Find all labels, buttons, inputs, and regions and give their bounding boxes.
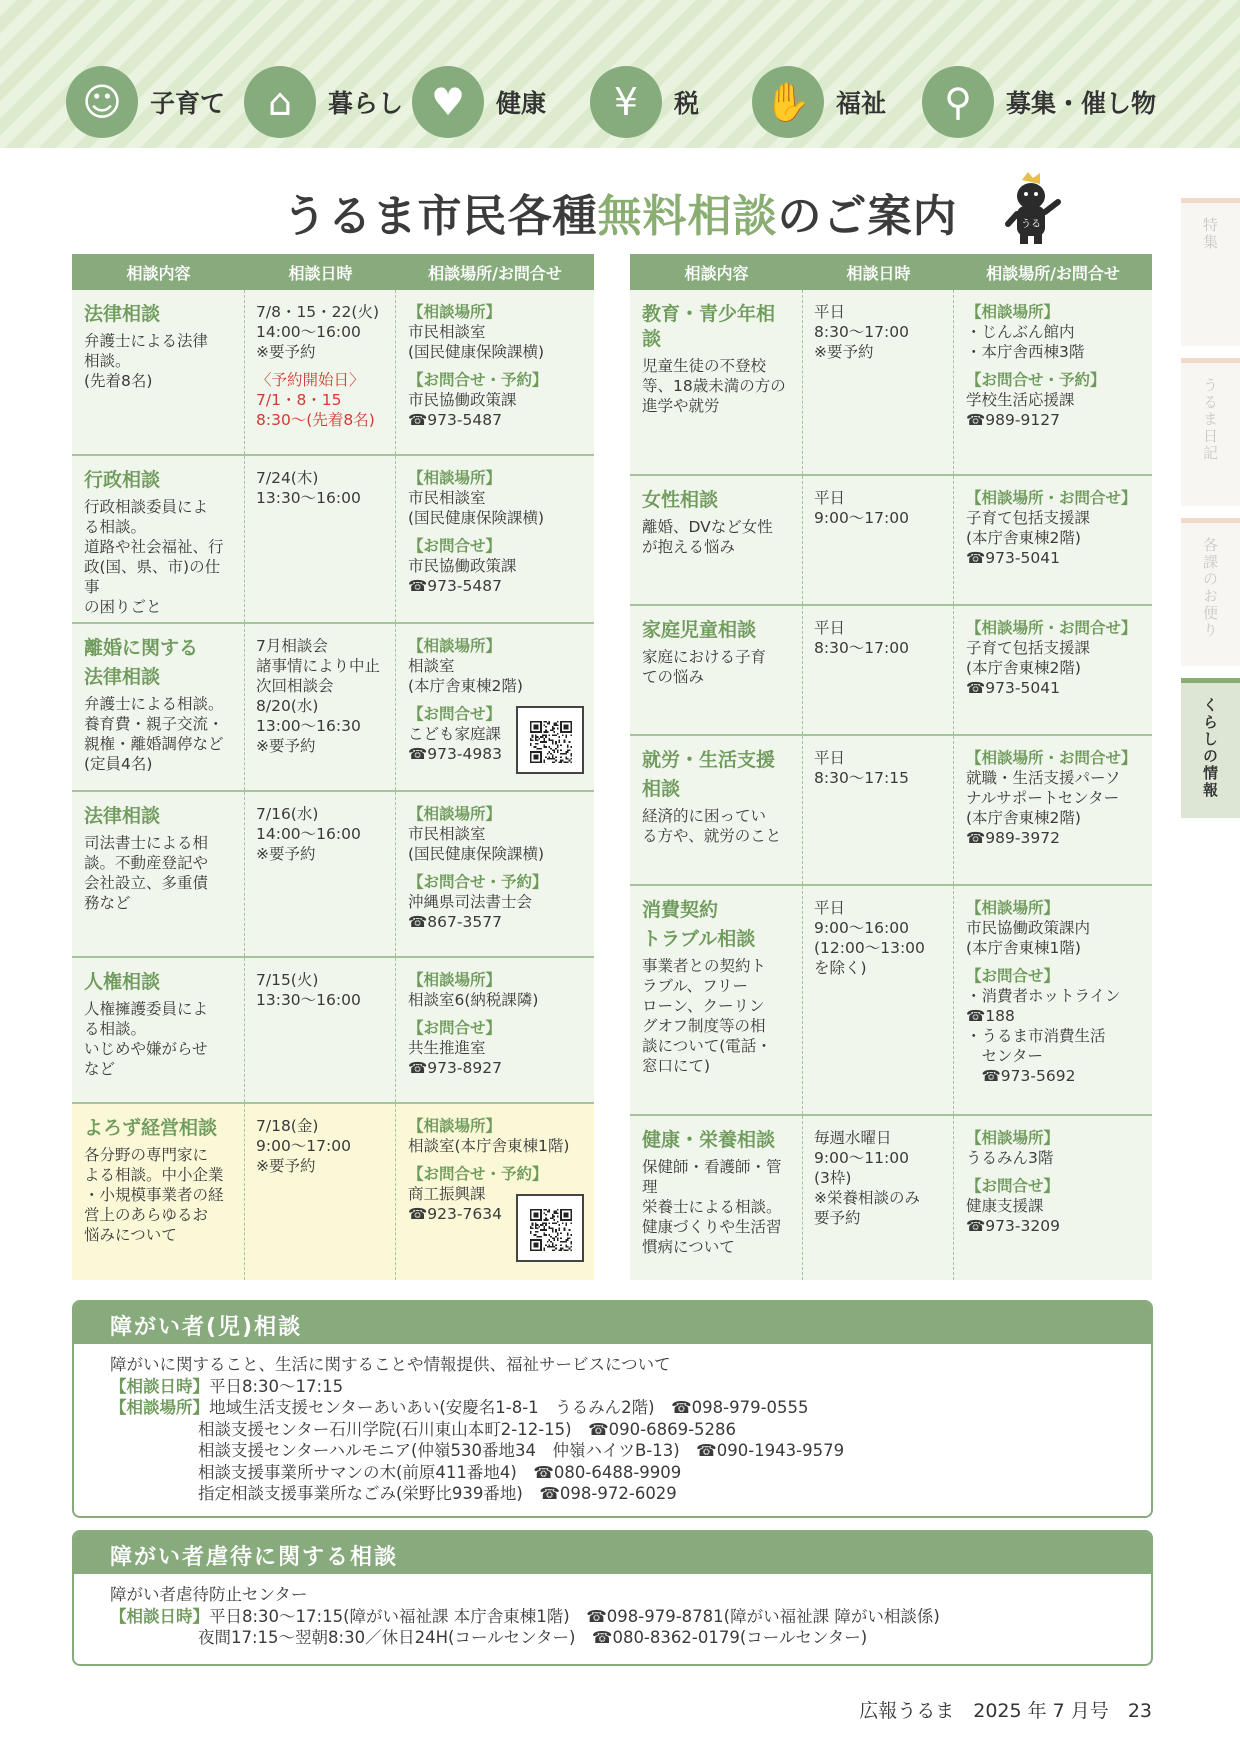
consult-desc: る相談。 xyxy=(84,1020,147,1038)
time-line: 平日 xyxy=(814,619,846,637)
consult-desc: る方や、就労のこと xyxy=(642,827,782,845)
table-header-cell: 相談場所/お問合せ xyxy=(428,263,562,283)
time-line: 諸事情により中止 xyxy=(256,657,381,675)
time-line: 毎週水曜日 xyxy=(814,1129,892,1147)
info-line: ☎973-5692 xyxy=(966,1067,1076,1085)
nav-label: 健康 xyxy=(496,89,547,118)
consult-desc: 家庭における子育 xyxy=(642,648,767,666)
info-line: ☎188 xyxy=(966,1007,1015,1025)
consult-desc: 進学や就労 xyxy=(642,397,720,415)
spacer xyxy=(408,696,584,704)
consult-desc: 等、18歳未満の方の xyxy=(642,377,786,395)
info-tag: 【相談場所・お問合せ】 xyxy=(966,489,1137,507)
info-line: 相談室 xyxy=(408,657,455,675)
time-line: 9:00〜17:00 xyxy=(814,509,909,527)
handshake-icon: ✋ xyxy=(752,66,824,138)
info-line: ☎989-9127 xyxy=(966,411,1060,429)
disability-place-row xyxy=(110,1419,1117,1441)
consult-desc: 営上のあらゆるお xyxy=(84,1206,209,1224)
table-row xyxy=(72,792,594,958)
info-line: 相談室(本庁舎東棟1階) xyxy=(408,1137,570,1155)
info-line: ・消費者ホットライン xyxy=(966,987,1121,1005)
info-tag: 【お問合せ】 xyxy=(966,1177,1060,1195)
time-line: 9:00〜17:00 xyxy=(256,1137,351,1155)
info-tag: 【相談場所】 xyxy=(408,971,502,989)
time-line: 9:00〜11:00 xyxy=(814,1149,909,1167)
side-tab-label: くらしの情報 xyxy=(1201,697,1219,799)
consult-content xyxy=(72,290,245,454)
info-tag: 【お問合せ・予約】 xyxy=(408,873,548,891)
consult-name: 教育・青少年相談 xyxy=(642,303,776,350)
info-tag: 【相談場所】 xyxy=(966,303,1060,321)
info-line: センター xyxy=(966,1047,1043,1065)
spacer xyxy=(966,958,1142,966)
info-line: (本庁舎東棟1階) xyxy=(966,939,1081,957)
consult-place xyxy=(396,1104,594,1280)
disability-intro: 障がいに関すること、生活に関することや情報提供、福祉サービスについて xyxy=(110,1355,671,1374)
consult-desc: 弁護士による法律 xyxy=(84,332,209,350)
spacer xyxy=(408,362,584,370)
table-row xyxy=(72,290,594,456)
consult-time xyxy=(803,606,954,734)
side-tab-label: 各課のお便り xyxy=(1201,537,1219,639)
time-line: ※栄養相談のみ xyxy=(814,1189,920,1207)
disability-place: 相談支援センター石川学院(石川東山本町2-12-15) ☎090-6869-5286 xyxy=(198,1419,737,1439)
info-line: 商工振興課 xyxy=(408,1185,486,1203)
consult-name: 消費契約 xyxy=(642,899,719,921)
table-row xyxy=(72,456,594,624)
consult-desc: 談。不動産登記や xyxy=(84,854,209,872)
spacer xyxy=(408,1010,584,1018)
table-header-cell: 相談日時 xyxy=(846,263,911,283)
consult-time xyxy=(803,886,954,1114)
info-line: 健康支援課 xyxy=(966,1197,1044,1215)
info-tag: 【お問合せ・予約】 xyxy=(966,371,1106,389)
consult-place xyxy=(954,886,1152,1114)
consult-desc: 各分野の専門家に xyxy=(84,1146,209,1164)
consult-name: 家庭児童相談 xyxy=(642,619,757,641)
time-line: (3枠) xyxy=(814,1169,852,1187)
info-tag: 【相談場所・お問合せ】 xyxy=(966,749,1137,767)
consult-name: 行政相談 xyxy=(84,469,161,491)
consult-desc: よる相談。中小企業 xyxy=(84,1166,224,1184)
time-line: ※要予約 xyxy=(814,343,874,361)
table-row xyxy=(630,290,1152,476)
table-header-cell: 相談内容 xyxy=(684,263,749,283)
info-line: ☎973-5041 xyxy=(966,679,1060,697)
consult-desc: いじめや嫌がらせ xyxy=(84,1040,208,1058)
consult-desc: 保健師・看護師・管理 xyxy=(642,1158,782,1196)
time-line: 14:00〜16:00 xyxy=(256,323,361,341)
disability-place-row xyxy=(110,1397,1117,1419)
table-header-cell: 相談日時 xyxy=(288,263,353,283)
page-footer: 広報うるま 2025 年 7 月号 23 xyxy=(859,1700,1152,1722)
consult-desc: 司法書士による相 xyxy=(84,834,209,852)
info-line: 共生推進室 xyxy=(408,1039,486,1057)
time-line: を除く) xyxy=(814,959,867,977)
consult-content xyxy=(630,606,803,734)
consult-desc: グオフ制度等の相 xyxy=(642,1017,766,1035)
heart-icon: ♥ xyxy=(412,66,484,138)
abuse-line: 夜間17:15〜翌朝8:30／休日24H(コールセンター) ☎080-8362-0179(コールセンター) xyxy=(198,1628,868,1647)
info-line: ☎973-4983 xyxy=(408,745,502,763)
info-line: 相談室6(納税課隣) xyxy=(408,991,539,1009)
info-line: 市民相談室 xyxy=(408,489,486,507)
consult-place xyxy=(396,456,594,622)
time-line: 7月相談会 xyxy=(256,637,328,655)
consult-name: 女性相談 xyxy=(642,489,719,511)
info-line: (国民健康保険課横) xyxy=(408,343,545,361)
disability-place: 地域生活支援センターあいあい(安慶名1-8-1 うるみん2階) ☎098-979-0555 xyxy=(209,1398,809,1417)
consult-desc: (先着8名) xyxy=(84,372,153,390)
consult-place xyxy=(954,736,1152,884)
time-line: 7/15(火) xyxy=(256,971,319,989)
time-line: 7/18(金) xyxy=(256,1117,319,1135)
disability-title: 障がい者(児)相談 xyxy=(74,1302,1151,1344)
info-line: (本庁舎東棟2階) xyxy=(966,529,1081,547)
disability-place: 指定相談支援事業所なごみ(栄野比939番地) ☎098-972-6029 xyxy=(198,1484,677,1503)
disability-place: 相談支援センターハルモニア(仲嶺530番地34 仲嶺ハイツB-13) ☎090-1943-9579 xyxy=(198,1441,845,1460)
info-line: ☎973-5487 xyxy=(408,411,502,429)
consult-content xyxy=(630,736,803,884)
info-tag: 【お問合せ】 xyxy=(408,1019,502,1037)
consult-content xyxy=(72,958,245,1102)
consult-place xyxy=(396,792,594,956)
mascot-icon xyxy=(1000,172,1062,244)
consult-content xyxy=(630,1116,803,1280)
info-tag: 【相談場所】 xyxy=(408,805,502,823)
time-line: 14:00〜16:00 xyxy=(256,825,361,843)
info-line: こども家庭課 xyxy=(408,725,502,743)
disability-date: 平日8:30〜17:15 xyxy=(209,1376,344,1396)
consult-desc: 相談。 xyxy=(84,352,131,370)
consult-desc: 悩みについて xyxy=(84,1226,177,1244)
consult-name: 健康・栄養相談 xyxy=(642,1129,776,1151)
table-row xyxy=(72,958,594,1104)
consult-content xyxy=(72,792,245,956)
nav-heart[interactable] xyxy=(412,66,546,138)
consult-desc: が抱える悩み xyxy=(642,538,736,556)
info-line: (国民健康保険課横) xyxy=(408,845,545,863)
table-header xyxy=(630,254,1152,290)
nav-label: 暮らし xyxy=(328,89,404,118)
info-line: ・うるま市消費生活 xyxy=(966,1027,1106,1045)
info-tag: 【お問合せ】 xyxy=(966,967,1060,985)
spacer xyxy=(256,362,385,370)
info-line: ☎973-3209 xyxy=(966,1217,1060,1235)
consult-name: トラブル相談 xyxy=(642,928,756,950)
consult-name: 就労・生活支援 xyxy=(642,749,776,771)
reservation-line: 7/1・8・15 xyxy=(256,391,342,409)
time-line: 8/20(水) xyxy=(256,697,319,715)
consult-time xyxy=(245,1104,396,1280)
table-header xyxy=(72,254,594,290)
side-tab[interactable] xyxy=(1181,678,1240,818)
consult-name: 相談 xyxy=(642,778,681,800)
side-tabs xyxy=(1181,198,1240,830)
nav-label: 福祉 xyxy=(836,89,887,118)
side-tab-label: 特集 xyxy=(1201,217,1219,251)
consult-desc: 弁護士による相談。 xyxy=(84,695,224,713)
table-header-cell: 相談場所/お問合せ xyxy=(986,263,1120,283)
disability-place-label: 【相談場所】 xyxy=(110,1398,209,1417)
spacer xyxy=(966,362,1142,370)
consult-desc: ローン、クーリン xyxy=(642,997,765,1015)
time-line: ※要予約 xyxy=(256,343,316,361)
consult-name: 法律相談 xyxy=(84,666,161,688)
consult-time xyxy=(803,1116,954,1280)
time-line: 7/16(水) xyxy=(256,805,319,823)
abuse-title: 障がい者虐待に関する相談 xyxy=(74,1532,1151,1574)
side-tab[interactable] xyxy=(1181,198,1240,346)
calculator-icon: ¥ xyxy=(590,66,662,138)
nav-magnifier-person[interactable] xyxy=(922,66,1156,138)
info-line: (本庁舎東棟2階) xyxy=(966,809,1081,827)
disability-place-row xyxy=(110,1462,1117,1484)
consult-name: 法律相談 xyxy=(84,303,161,325)
info-tag: 【相談場所】 xyxy=(966,1129,1060,1147)
house-icon: ⌂ xyxy=(244,66,316,138)
consult-desc: 行政相談委員によ xyxy=(84,498,209,516)
table-row xyxy=(630,736,1152,886)
info-line: 就職・生活支援パーソ xyxy=(966,769,1121,787)
consult-place xyxy=(954,476,1152,604)
time-line: 7/24(木) xyxy=(256,469,319,487)
info-tag: 【お問合せ】 xyxy=(408,705,502,723)
time-line: ※要予約 xyxy=(256,737,316,755)
consult-place xyxy=(396,624,594,790)
consult-desc: など xyxy=(84,1060,116,1078)
info-line: (国民健康保険課横) xyxy=(408,509,545,527)
consult-desc: 道路や社会福祉、行 xyxy=(84,538,224,556)
info-line: ☎923-7634 xyxy=(408,1205,502,1223)
time-line: 13:00〜16:30 xyxy=(256,717,361,735)
info-tag: 【相談場所】 xyxy=(966,899,1060,917)
abuse-consultation-box xyxy=(72,1530,1153,1666)
consult-desc: る相談。 xyxy=(84,518,147,536)
info-tag: 【相談場所】 xyxy=(408,637,502,655)
consult-place xyxy=(954,1116,1152,1280)
nav-child-face[interactable] xyxy=(66,66,225,138)
consult-desc: 政(国、県、市)の仕事 xyxy=(84,558,221,596)
info-tag: 【相談場所】 xyxy=(408,303,502,321)
consult-place xyxy=(396,290,594,454)
consult-desc: の困りごと xyxy=(84,598,162,616)
consult-name: 法律相談 xyxy=(84,805,161,827)
nav-handshake[interactable] xyxy=(752,66,886,138)
consult-time xyxy=(803,290,954,474)
time-line: 9:00〜16:00 xyxy=(814,919,909,937)
consultation-table-right xyxy=(630,254,1152,1280)
abuse-date-label: 【相談日時】 xyxy=(110,1606,209,1626)
info-tag: 【お問合せ・予約】 xyxy=(408,371,548,389)
consult-desc: 慣病について xyxy=(642,1238,735,1256)
nav-calculator[interactable] xyxy=(590,66,699,138)
consult-content xyxy=(630,290,803,474)
time-line: 13:30〜16:00 xyxy=(256,489,361,507)
disability-place: 相談支援事業所サマンの木(前原411番地4) ☎080-6488-9909 xyxy=(198,1462,682,1482)
consult-desc: (定員4名) xyxy=(84,755,153,773)
info-line: ・じんぶん館内 xyxy=(966,323,1075,341)
consult-desc: 会社設立、多重債 xyxy=(84,874,209,892)
consult-desc: 栄養士による相談。 xyxy=(642,1198,782,1216)
table-row xyxy=(630,476,1152,606)
time-line: ※要予約 xyxy=(256,845,316,863)
page-title: うるま市民各種無料相談のご案内 xyxy=(282,191,958,242)
consult-desc: ・小規模事業者の経 xyxy=(84,1186,224,1204)
info-line: (本庁舎東棟2階) xyxy=(966,659,1081,677)
consult-desc: 経済的に困ってい xyxy=(642,807,767,825)
consult-desc: 務など xyxy=(84,894,131,912)
consult-time xyxy=(245,792,396,956)
consult-content xyxy=(72,1104,245,1280)
disability-date-label: 【相談日時】 xyxy=(110,1376,209,1396)
table-header-cell: 相談内容 xyxy=(126,263,191,283)
consult-desc: 談について(電話・ xyxy=(642,1037,772,1055)
consult-desc: 養育費・親子交流・ xyxy=(84,715,224,733)
info-line: 市民相談室 xyxy=(408,825,486,843)
info-tag: 【お問合せ・予約】 xyxy=(408,1165,548,1183)
consult-desc: 健康づくりや生活習 xyxy=(642,1218,782,1236)
info-line: ☎867-3577 xyxy=(408,913,502,931)
mascot-label: うる xyxy=(1021,219,1041,230)
info-line: 市民協働政策課 xyxy=(408,391,517,409)
table-row xyxy=(72,1104,594,1280)
consult-name: 離婚に関する xyxy=(84,637,199,659)
time-line: (12:00〜13:00 xyxy=(814,939,925,957)
time-line: 次回相談会 xyxy=(256,677,334,695)
table-row xyxy=(630,886,1152,1116)
magnifier-person-icon: ⚲ xyxy=(922,66,994,138)
info-line: ナルサポートセンター xyxy=(966,789,1120,807)
table-row xyxy=(72,624,594,792)
consult-time xyxy=(245,624,396,790)
info-tag: 【お問合せ】 xyxy=(408,537,502,555)
consult-desc: 窓口にて) xyxy=(642,1057,711,1075)
info-line: 市民相談室 xyxy=(408,323,486,341)
time-line: 7/8・15・22(火) xyxy=(256,303,379,321)
nav-label: 募集・催し物 xyxy=(1006,89,1157,118)
consult-desc: 事業者との契約ト xyxy=(642,957,767,975)
spacer xyxy=(966,1168,1142,1176)
time-line: 平日 xyxy=(814,899,846,917)
info-line: (本庁舎東棟2階) xyxy=(408,677,523,695)
info-line: うるみん3階 xyxy=(966,1149,1054,1167)
consult-desc: 離婚、DVなど女性 xyxy=(642,518,773,536)
consult-content xyxy=(72,624,245,790)
time-line: 8:30〜17:00 xyxy=(814,323,909,341)
consult-place xyxy=(954,290,1152,474)
nav-label: 子育て xyxy=(150,89,226,118)
time-line: 要予約 xyxy=(814,1209,861,1227)
spacer xyxy=(408,528,584,536)
consult-desc: 児童生徒の不登校 xyxy=(642,357,767,375)
consult-time xyxy=(245,958,396,1102)
table-row xyxy=(630,606,1152,736)
info-line: 学校生活応援課 xyxy=(966,391,1075,409)
time-line: 8:30〜17:00 xyxy=(814,639,909,657)
abuse-line: 平日8:30〜17:15(障がい福祉課 本庁舎東棟1階) ☎098-979-8781(障がい福祉課 障がい相談係) xyxy=(209,1606,940,1626)
time-line: 平日 xyxy=(814,489,846,507)
consult-name: 人権相談 xyxy=(84,971,161,993)
consult-time xyxy=(803,736,954,884)
consult-desc: 人権擁護委員によ xyxy=(84,1000,209,1018)
consult-place xyxy=(954,606,1152,734)
disability-place-row xyxy=(110,1483,1117,1505)
info-tag: 【相談場所】 xyxy=(408,1117,502,1135)
info-line: ☎989-3972 xyxy=(966,829,1060,847)
disability-consultation-box xyxy=(72,1300,1153,1518)
info-line: ・本庁舎西棟3階 xyxy=(966,343,1085,361)
info-line: 市民協働政策課内 xyxy=(966,919,1091,937)
consult-name: よろず経営相談 xyxy=(84,1117,218,1139)
reservation-line: 〈予約開始日〉 xyxy=(256,371,365,389)
reservation-line: 8:30〜(先着8名) xyxy=(256,411,375,429)
child-face-icon: ☺ xyxy=(66,66,138,138)
spacer xyxy=(408,1156,584,1164)
info-line: 沖縄県司法書士会 xyxy=(408,893,533,911)
consult-time xyxy=(245,456,396,622)
info-line: ☎973-5487 xyxy=(408,577,502,595)
time-line: 13:30〜16:00 xyxy=(256,991,361,1009)
disability-place-row xyxy=(110,1440,1117,1462)
consult-content xyxy=(630,476,803,604)
consult-time xyxy=(245,290,396,454)
side-tab[interactable] xyxy=(1181,358,1240,506)
consultation-table-left xyxy=(72,254,594,1280)
nav-label: 税 xyxy=(674,89,700,118)
consult-desc: 親権・離婚調停など xyxy=(84,735,224,753)
consult-desc: ラブル、フリー xyxy=(642,977,749,995)
time-line: 平日 xyxy=(814,303,846,321)
side-tab[interactable] xyxy=(1181,518,1240,666)
info-line: ☎973-8927 xyxy=(408,1059,502,1077)
time-line: 平日 xyxy=(814,749,846,767)
info-tag: 【相談場所・お問合せ】 xyxy=(966,619,1137,637)
side-tab-label: うるま日記 xyxy=(1201,377,1219,462)
time-line: ※要予約 xyxy=(256,1157,316,1175)
table-row xyxy=(630,1116,1152,1280)
consult-content xyxy=(630,886,803,1114)
info-line: 子育て包括支援課 xyxy=(966,639,1091,657)
nav-house[interactable] xyxy=(244,66,403,138)
time-line: 8:30〜17:15 xyxy=(814,769,909,787)
info-line: 市民協働政策課 xyxy=(408,557,517,575)
abuse-center: 障がい者虐待防止センター xyxy=(110,1585,308,1604)
consult-time xyxy=(803,476,954,604)
info-tag: 【相談場所】 xyxy=(408,469,502,487)
spacer xyxy=(408,864,584,872)
info-line: ☎973-5041 xyxy=(966,549,1060,567)
info-line: 子育て包括支援課 xyxy=(966,509,1091,527)
consult-content xyxy=(72,456,245,622)
consult-desc: ての悩み xyxy=(642,668,705,686)
consult-place xyxy=(396,958,594,1102)
